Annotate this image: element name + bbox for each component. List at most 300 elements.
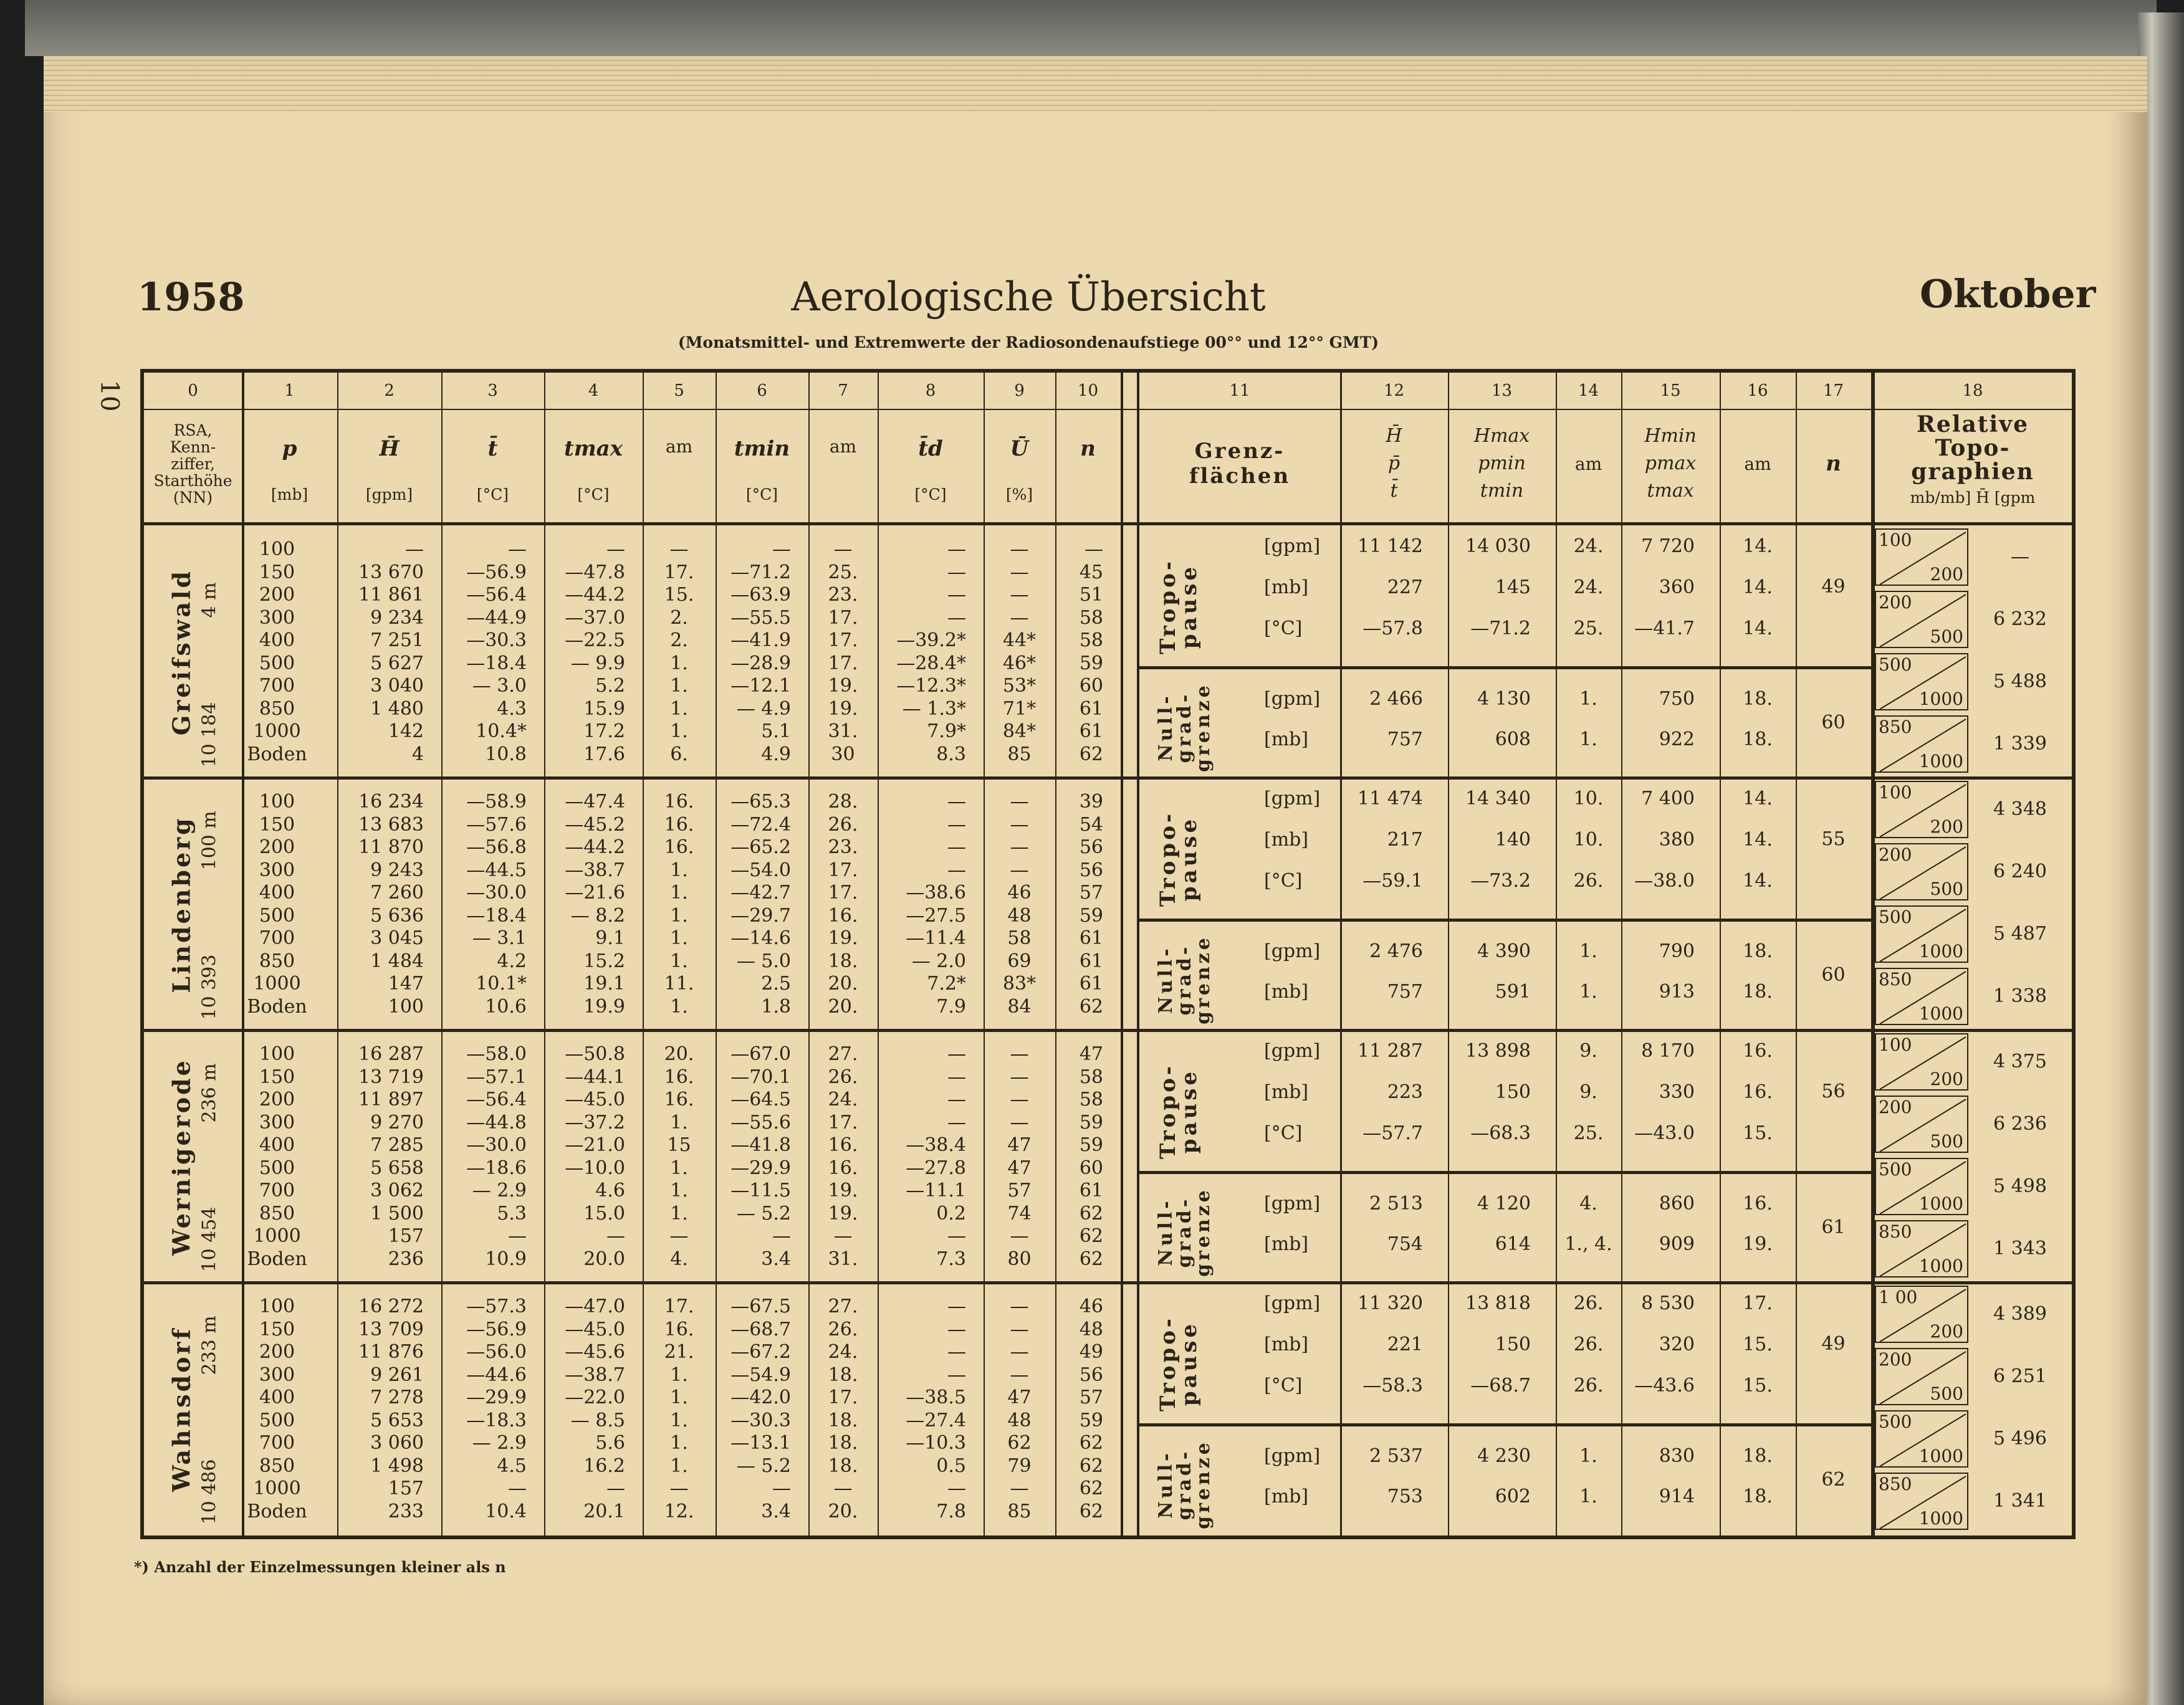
table-cell: 83* bbox=[1002, 973, 1037, 995]
table-cell: — bbox=[947, 1066, 966, 1088]
table-cell: 500 bbox=[259, 904, 295, 927]
table-cell: 157 bbox=[388, 1478, 424, 1499]
table-cell: — bbox=[772, 1478, 791, 1499]
table-cell: 20. bbox=[828, 995, 858, 1018]
table-cell: 80 bbox=[1007, 1248, 1032, 1270]
column-header: am bbox=[829, 436, 857, 457]
table-cell: 47 bbox=[1079, 1043, 1103, 1065]
table-cell: 11. bbox=[664, 973, 694, 995]
table-cell: 58 bbox=[1079, 606, 1103, 629]
table-cell: 850 bbox=[259, 1454, 295, 1477]
table-cell: —45.2 bbox=[565, 813, 625, 836]
data-table bbox=[140, 369, 2076, 1539]
table-cell: — bbox=[1010, 1296, 1029, 1317]
topography-upper: 100 bbox=[1879, 782, 1912, 803]
table-cell: — bbox=[1010, 561, 1029, 583]
table-cell: —65.3 bbox=[730, 791, 791, 813]
table-cell: 5.1 bbox=[761, 720, 791, 742]
row-rule bbox=[1137, 1425, 1871, 1426]
row-rule bbox=[144, 1029, 2072, 1032]
table-cell: 850 bbox=[259, 697, 295, 720]
table-cell: — bbox=[947, 561, 966, 583]
tropo-ext1-value: 14 340 bbox=[1465, 788, 1531, 810]
table-cell: — bbox=[1010, 1089, 1029, 1110]
table-cell: 9 261 bbox=[370, 1364, 424, 1386]
tropo-ext1-value: 150 bbox=[1495, 1081, 1531, 1103]
table-cell: 150 bbox=[259, 813, 295, 836]
row-rule bbox=[144, 776, 2072, 780]
column-am1 bbox=[643, 538, 716, 766]
table-cell: 16. bbox=[664, 1066, 694, 1088]
table-cell: 17. bbox=[828, 629, 858, 651]
table-cell: — bbox=[1010, 1225, 1029, 1247]
table-cell: 58 bbox=[1079, 1089, 1103, 1110]
tropo-mean-value: —58.3 bbox=[1363, 1375, 1423, 1397]
topography-lower: 1000 bbox=[1918, 1446, 1963, 1466]
topography-value: 1 339 bbox=[1993, 733, 2047, 755]
table-cell: 62 bbox=[1007, 1432, 1032, 1454]
table-cell: 16 287 bbox=[358, 1043, 424, 1065]
tropo-ext1-value: 13 898 bbox=[1465, 1040, 1531, 1062]
table-cell: — bbox=[947, 1318, 966, 1340]
table-cell: —13.1 bbox=[730, 1432, 791, 1454]
table-cell: 1. bbox=[670, 675, 688, 697]
unit-label: [mb] bbox=[1264, 576, 1309, 598]
null-mean-value: 754 bbox=[1387, 1233, 1423, 1255]
column-t bbox=[441, 538, 527, 766]
table-cell: —65.2 bbox=[730, 836, 791, 858]
table-cell: 500 bbox=[259, 652, 295, 674]
table-cell: —57.3 bbox=[466, 1296, 527, 1317]
station-height: 100 m bbox=[198, 811, 221, 871]
topography-ratio bbox=[1875, 1286, 1968, 1343]
topography-lower: 1000 bbox=[1918, 941, 1963, 962]
tropo-n-value: 56 bbox=[1821, 1081, 1846, 1102]
table-cell: 51 bbox=[1079, 584, 1103, 606]
station-id: 10 486 bbox=[198, 1459, 221, 1525]
table-cell: 48 bbox=[1007, 904, 1032, 927]
column-tmin bbox=[716, 1043, 791, 1271]
table-cell: 62 bbox=[1079, 743, 1103, 765]
column-am2 bbox=[808, 1043, 878, 1271]
table-cell: 18. bbox=[828, 950, 858, 972]
tropo-am2-value: 17. bbox=[1743, 1292, 1773, 1314]
table-cell: 1. bbox=[670, 1180, 688, 1201]
table-cell: — bbox=[1010, 584, 1029, 606]
table-cell: — bbox=[606, 1478, 625, 1499]
column-header: H̄ p̄ t̄ bbox=[1386, 425, 1402, 502]
table-cell: 147 bbox=[388, 973, 424, 995]
tropo-ext2-value: —38.0 bbox=[1634, 870, 1695, 892]
table-cell: 1. bbox=[670, 1111, 688, 1134]
table-cell: 4. bbox=[670, 1248, 688, 1270]
tropo-am1-value: 26. bbox=[1573, 870, 1604, 892]
column-p bbox=[242, 1043, 312, 1271]
table-cell: 16. bbox=[664, 791, 694, 813]
table-cell: 200 bbox=[259, 1089, 295, 1110]
tropo-am1-value: 26. bbox=[1573, 1334, 1604, 1355]
table-cell: 58 bbox=[1079, 1066, 1103, 1088]
table-cell: 48 bbox=[1007, 1409, 1032, 1431]
column-H bbox=[337, 1296, 424, 1523]
table-cell: Boden bbox=[247, 1248, 307, 1270]
topography-value: 5 498 bbox=[1993, 1175, 2047, 1197]
column-rule bbox=[1137, 373, 1139, 1535]
table-cell: 27. bbox=[828, 1296, 858, 1317]
table-cell: 62 bbox=[1079, 995, 1103, 1018]
null-mean-value: 753 bbox=[1387, 1486, 1423, 1507]
table-cell: —58.0 bbox=[466, 1043, 527, 1065]
table-cell: — bbox=[1010, 813, 1029, 836]
table-cell: 7 278 bbox=[370, 1387, 424, 1408]
table-cell: 18. bbox=[828, 1409, 858, 1431]
topography-lower: 1000 bbox=[1918, 1193, 1963, 1214]
table-cell: 500 bbox=[259, 1409, 295, 1431]
table-cell: 18. bbox=[828, 1432, 858, 1454]
table-cell: 26. bbox=[828, 1066, 858, 1088]
column-header: Ū bbox=[1010, 436, 1029, 461]
topography-ratio bbox=[1875, 1410, 1968, 1468]
null-ext1-value: 4 130 bbox=[1477, 688, 1531, 710]
column-p bbox=[242, 538, 312, 766]
null-am2-value: 18. bbox=[1743, 981, 1773, 1003]
column-number: 15 bbox=[1660, 381, 1681, 400]
tropo-am1-value: 9. bbox=[1579, 1040, 1597, 1062]
null-ext1-value: 608 bbox=[1495, 728, 1531, 750]
column-H bbox=[337, 791, 424, 1018]
row-rule bbox=[1137, 920, 1871, 922]
tropo-am1-value: 10. bbox=[1573, 829, 1604, 851]
table-cell: 19. bbox=[828, 675, 858, 697]
tropo-ext2-value: 330 bbox=[1659, 1081, 1695, 1103]
table-cell: 236 bbox=[388, 1248, 424, 1270]
null-am1-value: 1. bbox=[1579, 940, 1597, 962]
null-am1-value: 1. bbox=[1579, 1445, 1597, 1467]
table-cell: —12.3* bbox=[896, 675, 966, 697]
null-n-value: 62 bbox=[1821, 1469, 1846, 1491]
tropo-am2-value: 15. bbox=[1743, 1334, 1773, 1355]
table-cell: 47 bbox=[1007, 1387, 1032, 1408]
table-cell: 16. bbox=[828, 1157, 858, 1179]
column-H bbox=[337, 538, 424, 766]
table-cell: 60 bbox=[1079, 675, 1103, 697]
tropo-n-value: 49 bbox=[1821, 576, 1846, 598]
table-cell: 1. bbox=[670, 1409, 688, 1431]
table-cell: 30 bbox=[831, 743, 855, 765]
table-cell: —11.4 bbox=[906, 927, 966, 949]
table-cell: —10.0 bbox=[565, 1157, 625, 1179]
table-cell: 1000 bbox=[253, 720, 301, 742]
table-cell: —71.2 bbox=[730, 561, 791, 583]
topography-lower: 500 bbox=[1930, 879, 1963, 899]
tropo-am1-value: 24. bbox=[1573, 535, 1604, 557]
topography-lower: 1000 bbox=[1918, 689, 1963, 709]
tropo-ext1-value: —68.7 bbox=[1470, 1375, 1531, 1397]
table-cell: —38.7 bbox=[565, 859, 625, 881]
table-cell: 1 484 bbox=[370, 950, 424, 972]
table-cell: — 3.1 bbox=[472, 927, 527, 949]
topography-lower: 500 bbox=[1930, 1383, 1963, 1404]
tropo-mean-value: 227 bbox=[1387, 576, 1423, 598]
table-cell: — bbox=[833, 1478, 853, 1499]
unit-label: [gpm] bbox=[1264, 940, 1321, 962]
table-cell: 15 bbox=[667, 1134, 691, 1156]
table-cell: —29.7 bbox=[730, 904, 791, 927]
page-edges bbox=[44, 56, 2147, 112]
unit-label: [°C] bbox=[1264, 870, 1303, 892]
null-am1-value: 1. bbox=[1579, 728, 1597, 750]
null-ext2-value: 913 bbox=[1659, 981, 1695, 1003]
null-am2-value: 18. bbox=[1743, 1486, 1773, 1507]
table-cell: — bbox=[833, 1225, 853, 1247]
table-cell: 61 bbox=[1079, 973, 1103, 995]
tropo-am2-value: 14. bbox=[1743, 788, 1773, 810]
table-cell: —38.7 bbox=[565, 1364, 625, 1386]
topography-upper: 200 bbox=[1879, 592, 1912, 613]
column-header: Relative Topo- graphien bbox=[1911, 411, 2034, 485]
table-cell: 58 bbox=[1007, 927, 1032, 949]
table-cell: 21. bbox=[664, 1341, 694, 1363]
table-cell: 0.5 bbox=[936, 1454, 966, 1477]
tropo-ext2-value: —41.7 bbox=[1634, 618, 1695, 639]
table-cell: 61 bbox=[1079, 720, 1103, 742]
table-cell: 57 bbox=[1079, 1387, 1103, 1408]
table-cell: —56.0 bbox=[466, 1341, 527, 1363]
table-cell: —44.9 bbox=[466, 606, 527, 629]
table-cell: —70.1 bbox=[730, 1066, 791, 1088]
table-cell: —56.4 bbox=[466, 584, 527, 606]
table-cell: 850 bbox=[259, 1202, 295, 1225]
table-cell: 400 bbox=[259, 1387, 295, 1408]
table-cell: — bbox=[606, 1225, 625, 1247]
unit-label: [mb] bbox=[1264, 728, 1309, 750]
null-ext2-value: 922 bbox=[1659, 728, 1695, 750]
topography-upper: 850 bbox=[1879, 1221, 1912, 1242]
table-cell: —29.9 bbox=[466, 1387, 527, 1408]
table-cell: 5 658 bbox=[370, 1157, 424, 1179]
table-cell: 74 bbox=[1007, 1202, 1032, 1225]
table-cell: 12. bbox=[664, 1500, 694, 1522]
table-cell: 2. bbox=[670, 606, 688, 629]
topography-upper: 500 bbox=[1879, 1411, 1912, 1432]
unit-label: [mb] bbox=[1264, 1233, 1309, 1255]
table-cell: — 1.3* bbox=[902, 697, 966, 720]
table-cell: 1000 bbox=[253, 1478, 301, 1499]
table-cell: —44.5 bbox=[466, 859, 527, 881]
topography-upper: 100 bbox=[1879, 1034, 1912, 1055]
station-id: 10 393 bbox=[198, 954, 221, 1020]
topography-lower: 500 bbox=[1930, 626, 1963, 647]
table-cell: — bbox=[947, 1341, 966, 1363]
table-cell: 24. bbox=[828, 1089, 858, 1110]
null-ext1-value: 591 bbox=[1495, 981, 1531, 1003]
column-U bbox=[984, 538, 1055, 766]
table-cell: — bbox=[947, 538, 966, 560]
table-cell: 20.1 bbox=[583, 1500, 625, 1522]
topography-ratio bbox=[1875, 1033, 1968, 1091]
table-cell: 400 bbox=[259, 629, 295, 651]
table-cell: —38.5 bbox=[906, 1387, 966, 1408]
topography-value: 4 375 bbox=[1993, 1051, 2047, 1072]
table-cell: 62 bbox=[1079, 1454, 1103, 1477]
tropo-ext2-value: 8 530 bbox=[1641, 1292, 1695, 1314]
topography-value: — bbox=[2011, 546, 2029, 568]
table-cell: 61 bbox=[1079, 697, 1103, 720]
null-ext1-value: 4 120 bbox=[1477, 1193, 1531, 1215]
table-cell: 150 bbox=[259, 1318, 295, 1340]
table-cell: 59 bbox=[1079, 1111, 1103, 1134]
topography-value: 4 389 bbox=[1993, 1303, 2047, 1325]
column-header: H̄ bbox=[379, 436, 400, 461]
column-header: n bbox=[1826, 451, 1841, 476]
table-cell: 11 861 bbox=[358, 584, 424, 606]
table-cell: —56.4 bbox=[466, 1089, 527, 1110]
table-cell: 62 bbox=[1079, 1500, 1103, 1522]
table-cell: 1. bbox=[670, 720, 688, 742]
table-cell: 0.2 bbox=[936, 1202, 966, 1225]
table-cell: —55.6 bbox=[730, 1111, 791, 1134]
table-cell: 5 627 bbox=[370, 652, 424, 674]
table-cell: —30.0 bbox=[466, 882, 527, 904]
table-cell: 7 251 bbox=[370, 629, 424, 651]
unit-label: [gpm] bbox=[1264, 1292, 1321, 1314]
table-cell: — bbox=[947, 1478, 966, 1499]
table-cell: 1. bbox=[670, 904, 688, 927]
table-cell: —30.0 bbox=[466, 1134, 527, 1156]
column-U bbox=[984, 1296, 1055, 1523]
table-cell: 62 bbox=[1079, 1432, 1103, 1454]
table-cell: 59 bbox=[1079, 1134, 1103, 1156]
table-cell: 54 bbox=[1079, 813, 1103, 836]
station-name: Wernigerode bbox=[167, 1058, 196, 1256]
table-cell: 15.9 bbox=[583, 697, 625, 720]
table-cell: 11 876 bbox=[358, 1341, 424, 1363]
table-cell: — bbox=[1010, 791, 1029, 813]
table-cell: 1. bbox=[670, 1202, 688, 1225]
table-cell: 62 bbox=[1079, 1248, 1103, 1270]
table-cell: 1. bbox=[670, 697, 688, 720]
null-ext1-value: 4 390 bbox=[1477, 940, 1531, 962]
table-cell: 7 260 bbox=[370, 882, 424, 904]
table-cell: — 9.9 bbox=[570, 652, 625, 674]
unit-label: [°C] bbox=[1264, 1122, 1303, 1144]
tropo-ext2-value: 7 720 bbox=[1641, 535, 1695, 557]
null-mean-value: 2 476 bbox=[1369, 940, 1423, 962]
table-cell: 49 bbox=[1079, 1341, 1103, 1363]
table-cell: —18.4 bbox=[466, 652, 527, 674]
tropo-ext2-value: 380 bbox=[1659, 829, 1695, 851]
topography-ratio bbox=[1875, 715, 1968, 773]
table-cell: 400 bbox=[259, 882, 295, 904]
table-cell: 23. bbox=[828, 836, 858, 858]
table-cell: — 8.2 bbox=[570, 904, 625, 927]
table-cell: 19. bbox=[828, 927, 858, 949]
column-p bbox=[242, 791, 312, 1018]
table-cell: 62 bbox=[1079, 1225, 1103, 1247]
table-cell: 9 270 bbox=[370, 1111, 424, 1134]
table-cell: —50.8 bbox=[565, 1043, 625, 1065]
table-cell: — bbox=[947, 1296, 966, 1317]
column-number: 8 bbox=[925, 381, 936, 400]
table-cell: —28.9 bbox=[730, 652, 791, 674]
table-cell: 19. bbox=[828, 1180, 858, 1201]
table-cell: 7.9 bbox=[936, 995, 966, 1018]
table-cell: 71* bbox=[1002, 697, 1037, 720]
table-cell: 300 bbox=[259, 1111, 295, 1134]
table-cell: —21.6 bbox=[565, 882, 625, 904]
table-cell: 1. bbox=[670, 1387, 688, 1408]
table-cell: —45.0 bbox=[565, 1089, 625, 1110]
table-cell: 84 bbox=[1007, 995, 1032, 1018]
table-cell: 1. bbox=[670, 882, 688, 904]
tropo-am1-value: 25. bbox=[1573, 1122, 1604, 1144]
null-am1-value: 1. bbox=[1579, 981, 1597, 1003]
table-cell: —11.1 bbox=[906, 1180, 966, 1201]
tropo-mean-value: 223 bbox=[1387, 1081, 1423, 1103]
column-U bbox=[984, 1043, 1055, 1271]
topography-value: 6 251 bbox=[1993, 1365, 2047, 1387]
topography-lower: 1000 bbox=[1918, 1508, 1963, 1529]
table-cell: — 2.9 bbox=[472, 1432, 527, 1454]
table-cell: 11 870 bbox=[358, 836, 424, 858]
table-cell: 25. bbox=[828, 561, 858, 583]
table-cell: 7.8 bbox=[936, 1500, 966, 1522]
table-cell: — bbox=[772, 1225, 791, 1247]
table-cell: —21.0 bbox=[565, 1134, 625, 1156]
column-unit: [%] bbox=[1005, 485, 1033, 504]
table-cell: 85 bbox=[1007, 1500, 1032, 1522]
table-cell: 10.4 bbox=[485, 1500, 527, 1522]
tropo-ext1-value: —73.2 bbox=[1470, 870, 1531, 892]
station-id: 10 184 bbox=[198, 702, 221, 768]
tropo-mean-value: 217 bbox=[1387, 829, 1423, 851]
tropo-am2-value: 16. bbox=[1743, 1081, 1773, 1103]
tropo-ext1-value: 140 bbox=[1495, 829, 1531, 851]
table-cell: —45.0 bbox=[565, 1318, 625, 1340]
topography-value: 1 343 bbox=[1993, 1238, 2047, 1259]
table-cell: 5 636 bbox=[370, 904, 424, 927]
topography-ratio bbox=[1875, 1096, 1968, 1153]
tropo-ext1-value: 150 bbox=[1495, 1334, 1531, 1355]
table-cell: — bbox=[508, 1478, 527, 1499]
table-cell: 142 bbox=[388, 720, 424, 742]
table-cell: 700 bbox=[259, 675, 295, 697]
table-cell: 39 bbox=[1079, 791, 1103, 813]
table-cell: —42.0 bbox=[730, 1387, 791, 1408]
table-cell: 16. bbox=[664, 813, 694, 836]
tropo-am2-value: 14. bbox=[1743, 870, 1773, 892]
unit-label: [mb] bbox=[1264, 981, 1309, 1003]
tropo-mean-value: 11 142 bbox=[1358, 535, 1423, 557]
column-number: 16 bbox=[1747, 381, 1768, 400]
null-mean-value: 757 bbox=[1387, 728, 1423, 750]
table-cell: —30.3 bbox=[466, 629, 527, 651]
table-cell: —42.7 bbox=[730, 882, 791, 904]
table-cell: 15.0 bbox=[583, 1202, 625, 1225]
table-cell: 59 bbox=[1079, 652, 1103, 674]
table-cell: — bbox=[947, 1089, 966, 1110]
tropo-ext1-value: —68.3 bbox=[1470, 1122, 1531, 1144]
column-unit: mb/mb] H̄ [gpm bbox=[1910, 488, 2036, 507]
table-cell: 10.4* bbox=[476, 720, 527, 742]
table-cell: 10.8 bbox=[485, 743, 527, 765]
column-header: p bbox=[282, 436, 297, 461]
table-cell: —22.0 bbox=[565, 1387, 625, 1408]
tropo-am1-value: 10. bbox=[1573, 788, 1604, 810]
table-cell: —67.2 bbox=[730, 1341, 791, 1363]
tropo-n-value: 55 bbox=[1821, 828, 1846, 850]
unit-label: [mb] bbox=[1264, 829, 1309, 851]
